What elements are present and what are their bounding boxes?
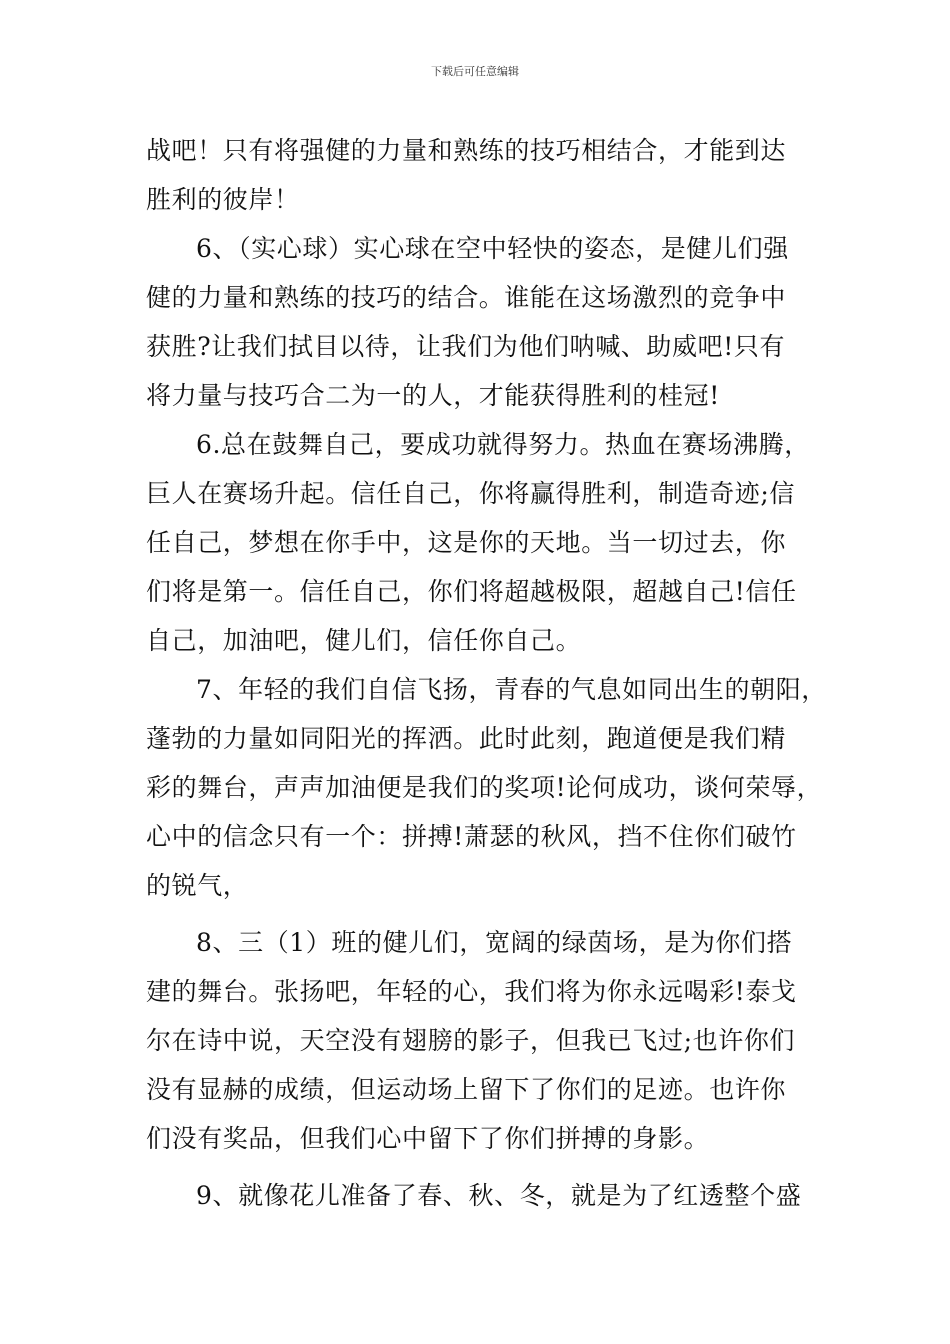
text-line: 尔在诗中说，天空没有翅膀的影子，但我已飞过;也许你们 (146, 1026, 796, 1055)
text-line: 胜利的彼岸！ (146, 185, 300, 214)
text-line: 心中的信念只有一个：拼搏!萧瑟的秋风，挡不住你们破竹 (146, 822, 797, 851)
text-line: 建的舞台。张扬吧，年轻的心，我们将为你永远喝彩!泰戈 (146, 977, 797, 1006)
page-header: 下载后可任意编辑 (431, 65, 519, 78)
text-line: 没有显赫的成绩，但运动场上留下了你们的足迹。也许你 (146, 1075, 787, 1104)
paragraph-spacer (146, 910, 816, 918)
text-line: 6、（实心球）实心球在空中轻快的姿态，是健儿们强 (196, 234, 789, 263)
text-line: 任自己，梦想在你手中，这是你的天地。当一切过去，你 (146, 528, 787, 557)
paragraph-6-believe (146, 420, 816, 665)
text-line: 战吧！只有将强健的力量和熟练的技巧相结合，才能到达 (146, 136, 787, 165)
paragraph-7 (146, 665, 827, 910)
paragraph-6-shot-put (146, 224, 816, 420)
text-line: 们将是第一。信任自己，你们将超越极限，超越自己!信任 (146, 577, 797, 606)
text-line: 彩的舞台，声声加油便是我们的奖项!论何成功，谈何荣辱， (146, 773, 823, 802)
text-line: 9、就像花儿准备了春、秋、冬，就是为了红透整个盛 (196, 1181, 802, 1210)
text-line: 健的力量和熟练的技巧的结合。谁能在这场激烈的竞争中 (146, 283, 787, 312)
paragraph-continuation (146, 126, 816, 224)
text-line: 6.总在鼓舞自己，要成功就得努力。热血在赛场沸腾， (196, 430, 810, 459)
text-line: 8、三（1）班的健儿们，宽阔的绿茵场，是为你们搭 (196, 928, 793, 957)
text-line: 获胜?让我们拭目以待，让我们为他们呐喊、助威吧!只有 (146, 332, 786, 361)
text-line: 巨人在赛场升起。信任自己，你将赢得胜利，制造奇迹;信 (146, 479, 796, 508)
text-line: 将力量与技巧合二为一的人，才能获得胜利的桂冠! (146, 381, 720, 410)
text-line: 们没有奖品，但我们心中留下了你们拼搏的身影。 (146, 1124, 710, 1153)
document-body (146, 126, 827, 1220)
text-line: 7、年轻的我们自信飞扬，青春的气息如同出生的朝阳， (196, 675, 827, 704)
paragraph-spacer (146, 1163, 816, 1171)
text-line: 蓬勃的力量如同阳光的挥洒。此时此刻，跑道便是我们精 (146, 724, 787, 753)
paragraph-8 (146, 918, 816, 1163)
text-line: 的锐气， (146, 871, 249, 900)
paragraph-9 (146, 1171, 816, 1220)
text-line: 自己，加油吧，健儿们，信任你自己。 (146, 626, 582, 655)
